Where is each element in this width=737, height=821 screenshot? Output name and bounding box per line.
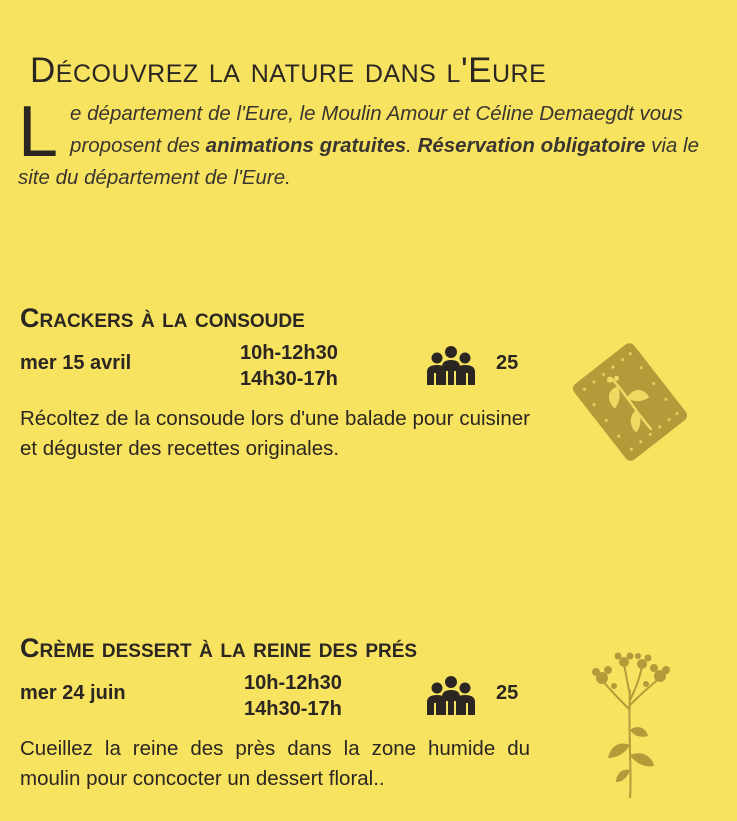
intro-dropcap: L bbox=[18, 92, 59, 172]
event-description: Récoltez de la consoude lors d'une balade pour cuisiner et déguster des recettes originales. bbox=[20, 407, 530, 460]
event-times bbox=[240, 340, 338, 392]
event-time-afternoon: 14h30-17h bbox=[240, 368, 338, 390]
event-info-row bbox=[20, 340, 530, 398]
page-title: Découvrez la nature dans l'Eure bbox=[30, 51, 547, 91]
event-title: Crème dessert à la reine des prés bbox=[20, 633, 418, 663]
event-creme-dessert bbox=[20, 630, 530, 794]
event-time-afternoon: 14h30-17h bbox=[244, 698, 342, 720]
event-description: Cueillez la reine des près dans la zone humide du moulin pour concocter un dessert floral.. bbox=[20, 737, 530, 790]
intro-text-1: e département de l'Eure, le Moulin Amour et Céline Demaegdt vous proposent des bbox=[70, 102, 683, 157]
event-time-morning: 10h-12h30 bbox=[240, 342, 338, 364]
intro-bold-reservation: Réservation obligatoire bbox=[417, 134, 646, 157]
event-times bbox=[244, 670, 342, 722]
intro-bold-free: animations gratuites bbox=[205, 134, 407, 157]
meadowsweet-flower-illustration bbox=[580, 650, 680, 800]
cracker-illustration bbox=[570, 342, 690, 462]
event-crackers bbox=[20, 300, 530, 464]
event-capacity: 25 bbox=[496, 682, 519, 704]
intro-paragraph bbox=[18, 92, 708, 194]
intro-text-3: via le site du département de l'Eure. bbox=[18, 134, 699, 189]
event-date: mer 24 juin bbox=[20, 682, 126, 704]
intro-text-2: . bbox=[406, 134, 418, 157]
people-group-icon bbox=[425, 675, 477, 717]
event-title: Crackers à la consoude bbox=[20, 303, 305, 333]
event-date: mer 15 avril bbox=[20, 352, 132, 374]
event-info-row bbox=[20, 670, 530, 728]
people-group-icon bbox=[425, 345, 477, 387]
event-time-morning: 10h-12h30 bbox=[244, 672, 342, 694]
event-capacity: 25 bbox=[496, 352, 519, 374]
